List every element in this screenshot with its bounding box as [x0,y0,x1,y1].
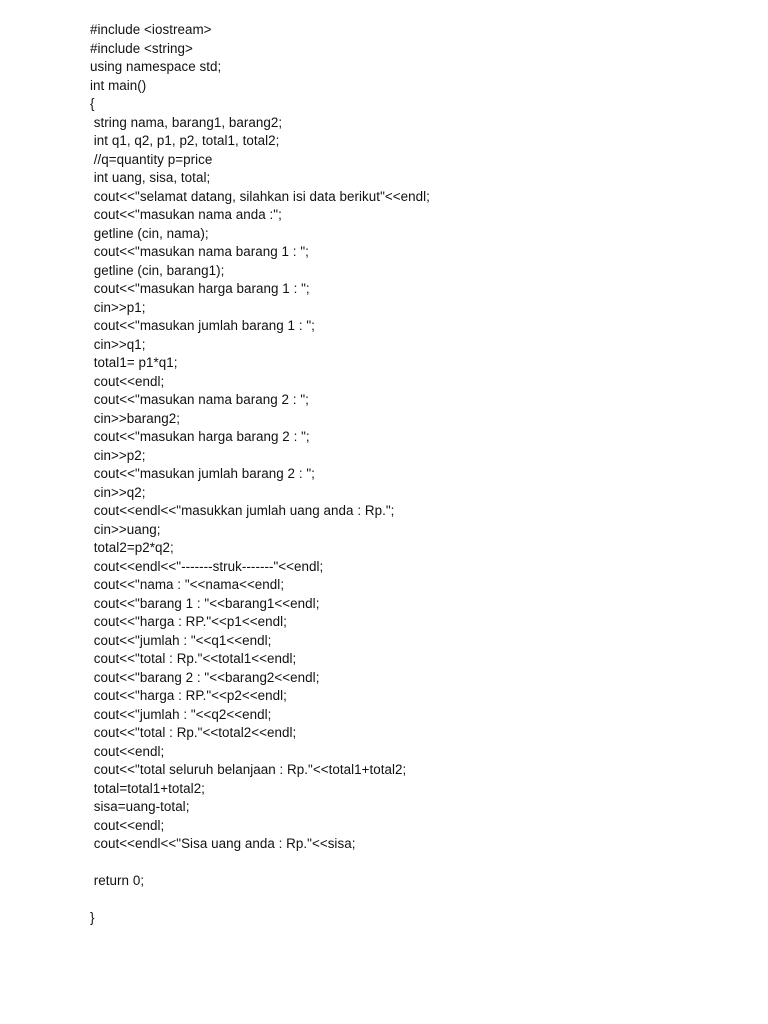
code-line: cout<<"selamat datang, silahkan isi data berikut"<<endl; [90,188,430,204]
code-line: { [90,96,95,111]
code-line: total1= p1*q1; [90,355,178,370]
code-line: cout<<"nama : "<<nama<<endl; [90,577,285,592]
code-line: #include <iostream> [90,22,212,37]
code-line: sisa=uang-total; [90,799,190,814]
code-line: cout<<"masukan jumlah barang 2 : "; [90,466,315,481]
code-line: cin>>p1; [90,299,146,315]
code-line: cin>>uang; [90,521,161,537]
code-document [90,21,730,928]
code-line: cout<<"total seluruh belanjaan : Rp."<<total1+total2; [90,762,407,777]
code-line: cout<<"harga : RP."<<p2<<endl; [90,688,287,703]
code-line: //q=quantity p=price [90,151,213,167]
code-line: cout<<"jumlah : "<<q2<<endl; [90,706,272,722]
code-line: string nama, barang1, barang2; [90,114,283,130]
code-line: cout<<endl<<"-------struk-------"<<endl; [90,558,324,574]
code-line: cout<<"barang 1 : "<<barang1<<endl; [90,595,320,611]
code-line: return 0; [90,873,145,888]
code-line: total2=p2*q2; [90,540,174,555]
code-line: cout<<endl; [90,817,165,833]
code-line: int uang, sisa, total; [90,170,211,185]
code-line [90,854,730,873]
code-line [90,891,730,910]
code-line: cout<<"masukan harga barang 2 : "; [90,429,310,444]
code-line: cin>>barang2; [90,410,181,426]
code-line: getline (cin, barang1); [90,262,225,278]
code-line: cout<<"masukan jumlah barang 1 : "; [90,318,315,333]
code-line: cout<<"barang 2 : "<<barang2<<endl; [90,669,320,685]
code-line: getline (cin, nama); [90,225,209,241]
code-line: int q1, q2, p1, p2, total1, total2; [90,133,280,148]
code-line: cin>>q2; [90,484,146,500]
code-line: cout<<endl; [90,373,165,389]
code-line: cin>>q1; [90,336,146,352]
code-line: } [90,910,95,925]
code-line: cout<<"masukan nama barang 1 : "; [90,244,309,259]
code-line: total=total1+total2; [90,780,205,796]
code-line: cout<<"harga : RP."<<p1<<endl; [90,614,287,629]
code-line: int main() [90,77,147,93]
code-line: cout<<"masukan nama anda :"; [90,207,282,222]
code-line: #include <string> [90,40,193,56]
code-line: cout<<"total : Rp."<<total2<<endl; [90,725,297,740]
code-line: cout<<endl; [90,743,165,759]
code-line: cout<<endl<<"Sisa uang anda : Rp."<<sisa; [90,836,356,851]
code-line: cout<<"jumlah : "<<q1<<endl; [90,632,272,648]
code-line: cin>>p2; [90,447,146,463]
code-line: cout<<"total : Rp."<<total1<<endl; [90,651,297,666]
code-line: cout<<"masukan nama barang 2 : "; [90,392,309,407]
code-line: using namespace std; [90,59,222,74]
code-line: cout<<endl<<"masukkan jumlah uang anda : Rp."; [90,503,395,518]
code-line: cout<<"masukan harga barang 1 : "; [90,281,310,296]
